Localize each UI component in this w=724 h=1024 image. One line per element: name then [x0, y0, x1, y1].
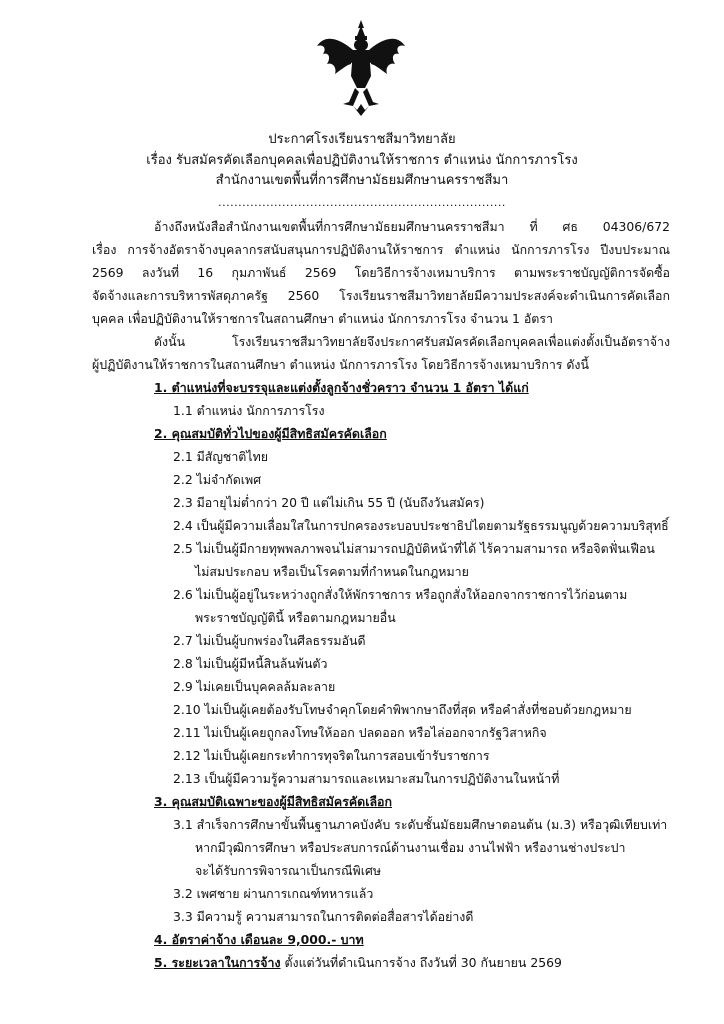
- section-4-title: 4. อัตราค่าจ้าง เดือนละ 9,000.- บาท: [154, 932, 364, 947]
- list-item-continued: จะได้รับการพิจารณาเป็นกรณีพิเศษ: [195, 863, 381, 878]
- list-item: 2.13 เป็นผู้มีความรู้ความสามารถและเหมาะสมในการปฏิบัติงานในหน้าที่: [173, 771, 560, 786]
- list-item: 1.1 ตำแหน่ง นักการภารโรง: [173, 403, 325, 418]
- list-item: 3.1 สำเร็จการศึกษาขั้นพื้นฐานภาคบังคับ ระดับชั้นมัธยมศึกษาตอนต้น (ม.3) หรือวุฒิเทียบเท่า: [173, 817, 668, 832]
- list-item: 2.5 ไม่เป็นผู้มีกายทุพพลภาพจนไม่สามารถปฏิบัติหน้าที่ได้ ไร้ความสามารถ หรือจิตฟั่นเฟือน: [173, 541, 655, 556]
- list-item: 2.7 ไม่เป็นผู้บกพร่องในศีลธรรมอันดี: [173, 633, 366, 648]
- header-divider: ........................................................................: [218, 196, 506, 209]
- intro-line: อ้างถึงหนังสือสำนักงานเขตพื้นที่การศึกษามัธยมศึกษานครราชสีมา ที่ ศธ 04306/672: [154, 219, 670, 234]
- section-5-title: 5. ระยะเวลาในการจ้าง: [154, 955, 281, 970]
- list-item: 2.6 ไม่เป็นผู้อยู่ในระหว่างถูกสั่งให้พักราชการ หรือถูกสั่งให้ออกจากราชการไว้ก่อนตาม: [173, 587, 628, 602]
- list-item: 2.11 ไม่เป็นผู้เคยถูกลงโทษให้ออก ปลดออก หรือไล่ออกจากรัฐวิสาหกิจ: [173, 725, 547, 740]
- list-item: 2.12 ไม่เป็นผู้เคยกระทำการทุจริตในการสอบเข้ารับราชการ: [173, 748, 490, 763]
- intro-line: บุคคล เพื่อปฏิบัติงานให้ราชการในสถานศึกษา ตำแหน่ง นักการภารโรง จำนวน 1 อัตรา: [92, 311, 553, 326]
- list-item-continued: พระราชบัญญัตินี้ หรือตามกฎหมายอื่น: [195, 610, 396, 625]
- section-2-title: 2. คุณสมบัติทั่วไปของผู้มีสิทธิสมัครคัดเลือก: [154, 426, 387, 441]
- list-item: 3.2 เพศชาย ผ่านการเกณฑ์ทหารแล้ว: [173, 886, 374, 901]
- intro-line: เรื่อง การจ้างอัตราจ้างบุคลากรสนับสนุนการปฏิบัติงานให้ราชการ ตำแหน่ง นักการภารโรง ปีงบประมาณ: [92, 242, 670, 257]
- header-title: ประกาศโรงเรียนราชสีมาวิทยาลัย: [268, 132, 456, 147]
- intro-line: จัดจ้างและการบริหารพัสดุภาครัฐ 2560 โรงเรียนราชสีมาวิทยาลัยมีความประสงค์จะดำเนินการคัดเลือก: [92, 288, 670, 303]
- section-3-title: 3. คุณสมบัติเฉพาะของผู้มีสิทธิสมัครคัดเลือก: [154, 794, 392, 809]
- list-item: 3.3 มีความรู้ ความสามารถในการติดต่อสื่อสารได้อย่างดี: [173, 909, 474, 924]
- list-item: 2.10 ไม่เป็นผู้เคยต้องรับโทษจำคุกโดยคำพิพากษาถึงที่สุด หรือคำสั่งที่ชอบด้วยกฎหมาย: [173, 702, 632, 717]
- list-item: 2.9 ไม่เคยเป็นบุคคลล้มละลาย: [173, 679, 336, 694]
- section-5-line: [154, 955, 562, 970]
- section-5-text: ตั้งแต่วันที่ดำเนินการจ้าง ถึงวันที่ 30 กันยายน 2569: [284, 955, 562, 970]
- intro-line: ดังนั้น โรงเรียนราชสีมาวิทยาลัยจึงประกาศรับสมัครคัดเลือกบุคคลเพื่อแต่งตั้งเป็นอัตราจ้าง: [154, 334, 670, 349]
- list-item: 2.2 ไม่จำกัดเพศ: [173, 472, 262, 487]
- list-item: 2.8 ไม่เป็นผู้มีหนี้สินล้นพ้นตัว: [173, 656, 328, 671]
- list-item-continued: หากมีวุฒิการศึกษา หรือประสบการณ์ด้านงานเชื่อม งานไฟฟ้า หรืองานช่างประปา: [195, 840, 626, 855]
- intro-line: 2569 ลงวันที่ 16 กุมภาพันธ์ 2569 โดยวิธีการจ้างเหมาบริการ ตามพระราชบัญญัติการจัดซื้อ: [92, 265, 670, 280]
- header-office: สำนักงานเขตพื้นที่การศึกษามัธยมศึกษานครราชสีมา: [215, 173, 509, 188]
- list-item: 2.1 มีสัญชาติไทย: [173, 449, 269, 464]
- garuda-emblem-icon: [315, 18, 407, 116]
- header-subject: เรื่อง รับสมัครคัดเลือกบุคคลเพื่อปฏิบัติงานให้ราชการ ตำแหน่ง นักการภารโรง: [146, 153, 578, 168]
- intro-line: ผู้ปฏิบัติงานให้ราชการในสถานศึกษา ตำแหน่ง นักการภารโรง โดยวิธีการจ้างเหมาบริการ ดังนี้: [92, 357, 589, 372]
- list-item: 2.4 เป็นผู้มีความเลื่อมใสในการปกครองระบอบประชาธิปไตยตามรัฐธรรมนูญด้วยความบริสุทธิ์: [173, 518, 669, 533]
- section-1-title: 1. ตำแหน่งที่จะบรรจุและแต่งตั้งลูกจ้างชั่วคราว จำนวน 1 อัตรา ได้แก่: [154, 380, 529, 395]
- list-item: 2.3 มีอายุไม่ต่ำกว่า 20 ปี แต่ไม่เกิน 55 ปี (นับถึงวันสมัคร): [173, 495, 485, 510]
- list-item-continued: ไม่สมประกอบ หรือเป็นโรคตามที่กำหนดในกฎหมาย: [195, 564, 469, 579]
